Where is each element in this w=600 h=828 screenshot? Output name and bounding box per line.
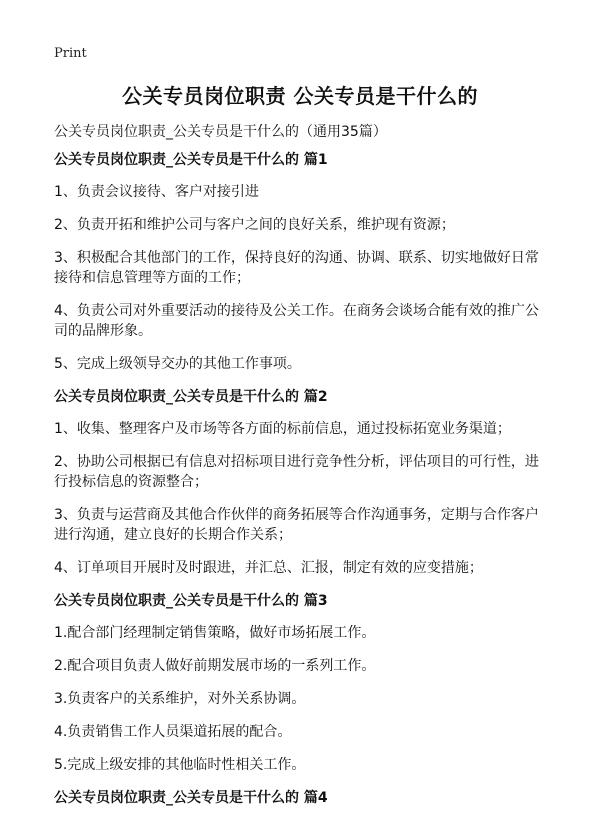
section-3-item-2: 2.配合项目负责人做好前期发展市场的一系列工作。 xyxy=(54,658,376,674)
section-1-item-2: 2、负责开拓和维护公司与客户之间的良好关系，维护现有资源； xyxy=(54,217,455,233)
print-label[interactable]: Print xyxy=(54,46,87,61)
section-3-item-5: 5.完成上级安排的其他临时性相关工作。 xyxy=(54,757,306,773)
section-2-item-3: 3、负责与运营商及其他合作伙伴的商务拓展等合作沟通事务，定期与合作客户进行沟通，建立良好的长期合作关系； xyxy=(54,507,539,543)
section-3-item-3: 3.负责客户的关系维护，对外关系协调。 xyxy=(54,691,306,707)
section-2-item-1: 1、收集、整理客户及市场等各方面的标前信息，通过投标拓宽业务渠道； xyxy=(54,421,511,437)
section-1-item-3: 3、积极配合其他部门的工作，保持良好的沟通、协调、联系、切实地做好日常接待和信息管理等方面的工作； xyxy=(54,250,539,286)
section-3-item-4: 4.负责销售工作人员渠道拓展的配合。 xyxy=(54,724,292,740)
section-heading-1: 公关专员岗位职责_公关专员是干什么的 篇1 xyxy=(54,152,328,168)
section-heading-3: 公关专员岗位职责_公关专员是干什么的 篇3 xyxy=(54,593,328,609)
section-1-item-5: 5、完成上级领导交办的其他工作事项。 xyxy=(54,356,301,372)
section-heading-4: 公关专员岗位职责_公关专员是干什么的 篇4 xyxy=(54,790,328,806)
section-3-item-1: 1.配合部门经理制定销售策略，做好市场拓展工作。 xyxy=(54,625,376,641)
section-2-item-2: 2、协助公司根据已有信息对招标项目进行竞争性分析，评估项目的可行性，进行投标信息的资源整合； xyxy=(54,454,539,490)
document-subtitle: 公关专员岗位职责_公关专员是干什么的（通用35篇） xyxy=(54,124,387,140)
section-1-item-1: 1、负责会议接待、客户对接引进 xyxy=(54,184,259,200)
document-body xyxy=(54,150,546,808)
section-1-item-4: 4、负责公司对外重要活动的接待及公关工作。在商务会谈场合能有效的推广公司的品牌形象。 xyxy=(54,303,539,339)
document-title: 公关专员岗位职责 公关专员是干什么的 xyxy=(122,84,478,108)
section-heading-2: 公关专员岗位职责_公关专员是干什么的 篇2 xyxy=(54,389,328,405)
section-2-item-4: 4、订单项目开展时及时跟进，并汇总、汇报，制定有效的应变措施； xyxy=(54,560,483,576)
